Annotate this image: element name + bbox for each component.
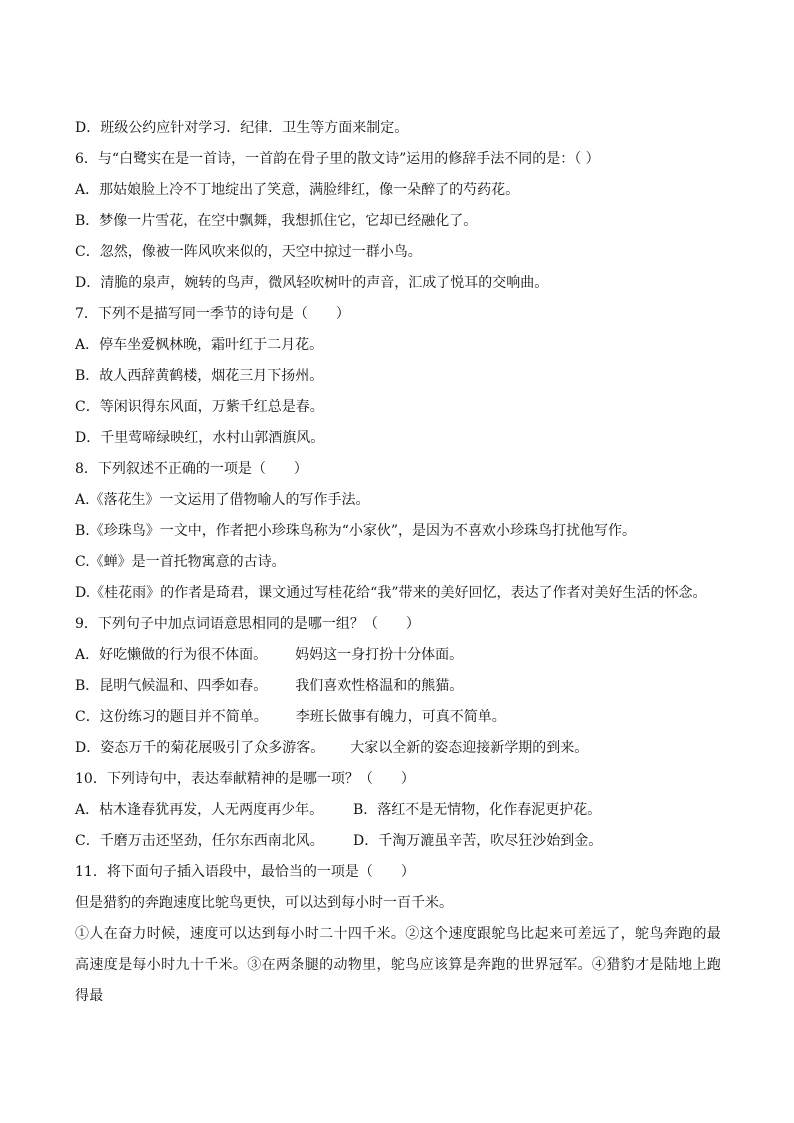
- option-right-sentence: 大家以全新的姿态迎接新学期的到来。: [350, 740, 589, 756]
- question-8-option-c: C.《蝉》是一首托物寓意的古诗。: [75, 554, 286, 570]
- q5-option-d: D．班级公约应针对学习．纪律．卫生等方面来制定。: [75, 120, 409, 136]
- question-9-option-b: [75, 676, 725, 696]
- question-6-option-b: B．梦像一片雪花，在空中飘舞，我想抓住它，它却已经融化了。: [75, 213, 478, 229]
- question-11-insert-sentence: 但是猎豹的奔跑速度比鸵鸟更快，可以达到每小时一百千米。: [75, 895, 453, 911]
- question-10-option-a: A．枯木逢春犹再发，人无两度再少年。: [75, 802, 324, 818]
- option-left-sentence: D．姿态万千的菊花展吸引了众多游客。: [75, 740, 325, 756]
- question-9-option-c: [75, 707, 725, 727]
- option-right-sentence: 李班长做事有魄力，可真不简单。: [295, 709, 506, 725]
- question-11-passage: ①人在奋力时候，速度可以达到每小时二十四千米。②这个速度跟鸵鸟比起来可差远了，鸵鸟奔跑的最高速度是每小时九十千米。③在两条腿的动物里，鸵鸟应该算是奔跑的世界冠军。④猎豹才是陆地上跑得最: [75, 926, 721, 1004]
- question-10-options-cd: [75, 831, 725, 851]
- question-10-options-ab: [75, 800, 725, 820]
- question-11-stem: 11．将下面句子插入语段中，最恰当的一项是（ ）: [75, 864, 415, 880]
- question-10-option-b: B．落红不是无情物，化作春泥更护花。: [353, 802, 602, 818]
- option-left-sentence: C．这份练习的题目并不简单。: [75, 709, 268, 725]
- option-left-sentence: A．好吃懒做的行为很不体面。: [75, 647, 268, 663]
- question-8-stem: 8．下列叙述不正确的一项是（ ）: [75, 461, 308, 477]
- question-9-option-d: [75, 738, 725, 758]
- question-8-option-b: B.《珍珠鸟》一文中，作者把小珍珠鸟称为“小家伙”，是因为不喜欢小珍珠鸟打扰他写作。: [75, 523, 637, 539]
- question-7-stem: 7．下列不是描写同一季节的诗句是（ ）: [75, 306, 350, 322]
- question-9-stem: 9．下列句子中加点词语意思相同的是哪一组？（ ）: [75, 616, 420, 632]
- question-6-option-d: D．清脆的泉声，婉转的鸟声，微风轻吹树叶的声音，汇成了悦耳的交响曲。: [75, 275, 549, 291]
- question-10-stem: 10．下列诗句中，表达奉献精神的是哪一项？（ ）: [75, 771, 415, 787]
- question-8-option-a: A.《落花生》一文运用了借物喻人的写作手法。: [75, 492, 370, 508]
- option-right-sentence: 我们喜欢性格温和的熊猫。: [295, 678, 464, 694]
- question-6-stem: 6．与“白鹭实在是一首诗，一首韵在骨子里的散文诗”运用的修辞手法不同的是：（ ）: [75, 151, 600, 167]
- question-10-option-d: D．千淘万漉虽辛苦，吹尽狂沙始到金。: [353, 833, 603, 849]
- option-right-sentence: 妈妈这一身打扮十分体面。: [295, 647, 464, 663]
- question-8-option-d: D.《桂花雨》的作者是琦君，课文通过写桂花给“我”带来的美好回忆，表达了作者对美好生活的怀念。: [75, 585, 707, 601]
- option-left-sentence: B．昆明气候温和、四季如春。: [75, 678, 268, 694]
- question-7-option-c: C．等闲识得东风面，万紫千红总是春。: [75, 399, 324, 415]
- question-7-option-b: B．故人西辞黄鹤楼，烟花三月下扬州。: [75, 368, 324, 384]
- question-7-option-d: D．千里莺啼绿映红，水村山郭酒旗风。: [75, 430, 325, 446]
- question-6-option-a: A．那姑娘脸上冷不丁地绽出了笑意，满脸绯红，像一朵醉了的芍药花。: [75, 182, 520, 198]
- question-9-option-a: [75, 645, 725, 665]
- question-10-option-c: C．千磨万击还坚劲，任尔东西南北风。: [75, 833, 324, 849]
- question-6-option-c: C．忽然，像被一阵风吹来似的，天空中掠过一群小鸟。: [75, 244, 422, 260]
- question-7-option-a: A．停车坐爱枫林晚，霜叶红于二月花。: [75, 337, 324, 353]
